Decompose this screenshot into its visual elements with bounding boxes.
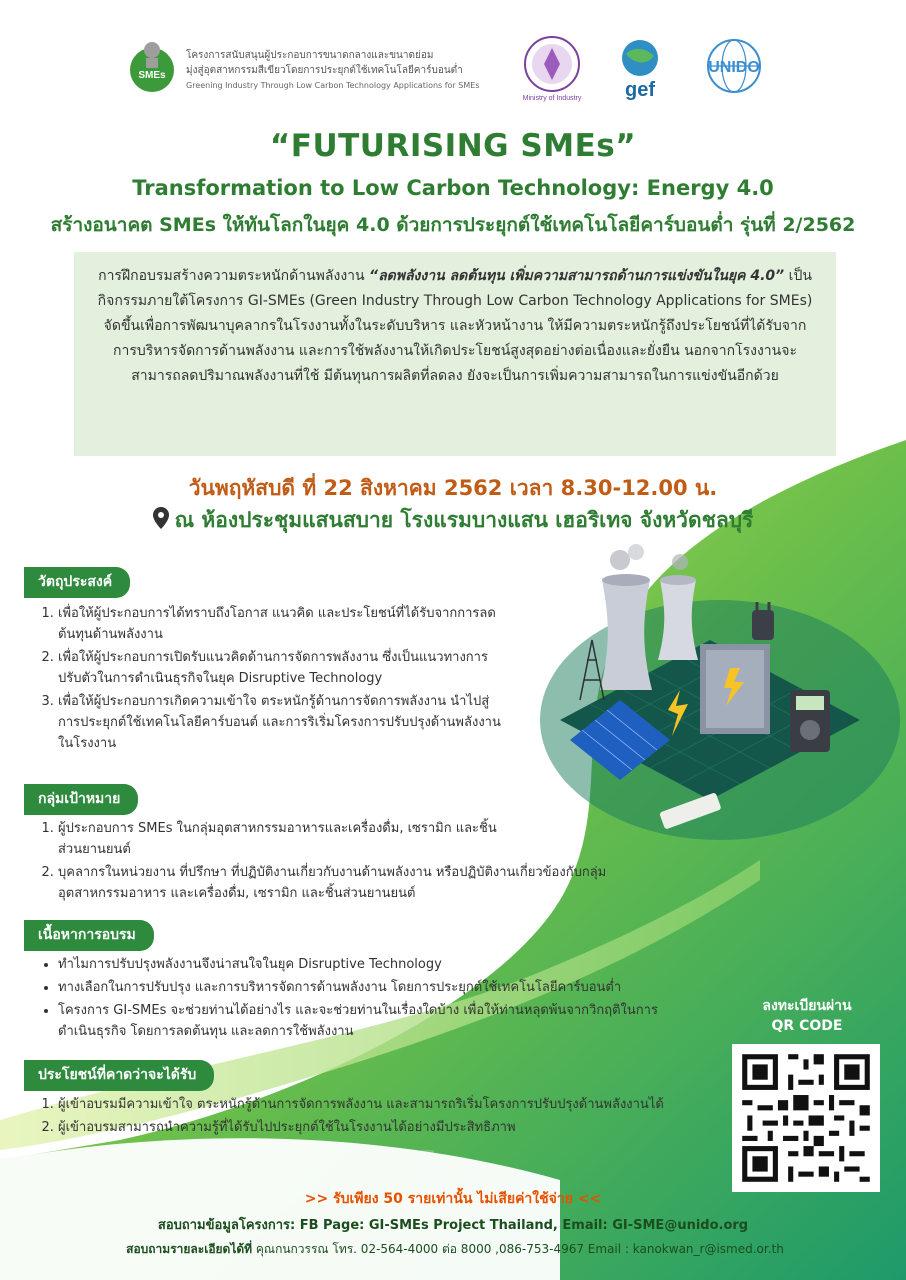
smes-logo-text: SMEs [138, 70, 166, 81]
qr-label-2: QR CODE [771, 1018, 843, 1034]
gef-logo-text: gef [625, 79, 655, 100]
list-item: 1. ผู้เข้าอบรมมีความเข้าใจ ตระหนักรู้ด้านการจัดการพลังงาน และสามารถริเริ่มโครงการปรับปรุงด้านพลังงานได้ [58, 1094, 730, 1115]
benefits-list [30, 1094, 730, 1140]
event-venue: ณ ห้องประชุมแสนสบาย โรงแรมบางแสน เฮอริเทจ จังหวัดชลบุรี [174, 508, 754, 532]
list-item: 2. บุคลากรในหน่วยงาน ที่ปรึกษา ที่ปฏิบัติงานเกี่ยวกับงานด้านพลังงาน หรือปฏิบัติงานเกี่ยวข้องกับกลุ่มอุตสาหกรรมอาหาร และเครื่องดื่ม, เซรามิก และชิ้นส่วนยานยนต์ [58, 862, 670, 904]
section-objectives [24, 567, 130, 598]
project-name-en: Greening Industry Through Low Carbon Technology Applications for SMEs [186, 81, 480, 90]
smes-logo [124, 38, 180, 94]
moi-logo-text: Ministry of Industry [522, 95, 582, 102]
registration-qr-code[interactable] [732, 1044, 880, 1192]
section-target-title: กลุ่มเป้าหมาย [24, 784, 138, 815]
unido-logo-text: UNIDO [708, 59, 760, 76]
list-item: • ทำไมการปรับปรุงพลังงานจึงน่าสนใจในยุค Disruptive Technology [58, 954, 670, 975]
subtitle-th: สร้างอนาคต SMEs ให้ทันโลกในยุค 4.0 ด้วยการประยุกต์ใช้เทคโนโลยีคาร์บอนต่ำ รุ่นที่ 2/2562 [50, 214, 856, 236]
section-objectives-title: วัตถุประสงค์ [24, 567, 130, 598]
detail-contact [20, 1240, 890, 1259]
target-list [30, 818, 670, 906]
intro-emphasis: “ลดพลังงาน ลดต้นทุน เพิ่มความสามารถด้านการแข่งขันในยุค 4.0” [369, 268, 785, 284]
intro-lead: การฝึกอบรมสร้างความตระหนักด้านพลังงาน [98, 268, 370, 284]
list-item: • โครงการ GI-SMEs จะช่วยท่านได้อย่างไร และจะช่วยท่านในเรื่องใดบ้าง เพื่อให้ท่านหลุดพ้นจากวิกฤติในการดำเนินธุรกิจ โดยการลดต้นทุน และลดการใช้พลังงาน [58, 1000, 670, 1042]
qr-code-icon [732, 1044, 880, 1192]
event-date: วันพฤหัสบดี ที่ 22 สิงหาคม 2562 เวลา 8.30-12.00 น. [188, 476, 718, 500]
intro-box [74, 252, 836, 456]
detail-contact-label: สอบถามรายละเอียดได้ที่ [126, 1242, 253, 1256]
intro-body: เป็นกิจกรรมภายใต้โครงการ GI-SMEs (Green Industry Through Low Carbon Technology Applications for SMEs) จัดขึ้นเพื่อการพัฒนาบุคลากรในโรงงานทั้งในระดับบริหาร และหัวหน้างาน ให้มีความตระหนักรู้ถึงประโยชน์ที่ได้รับจากการบริหารจัดการด้านพลังงาน และการใช้พลังงานให้เกิดประโยชน์สูงสุดอย่างต่อเนื่องและยั่งยืน นอกจากโรงงานจะสามารถลดปริมาณพลังงานที่ใช้ มีต้นทุนการผลิตที่ลดลง ยังจะเป็นการเพิ่มความสามารถในการแข่งขันอีกด้วย [97, 268, 813, 384]
section-content [24, 920, 154, 951]
page-title: “FUTURISING SMEs” [269, 128, 637, 164]
qr-label [744, 996, 870, 1036]
content-list [30, 954, 670, 1044]
list-item: 2. เพื่อให้ผู้ประกอบการเปิดรับแนวคิดด้านการจัดการพลังงาน ซึ่งเป็นแนวทางการปรับตัวในการดำเนินธุรกิจในยุค Disruptive Technology [58, 647, 502, 689]
list-item: 1. เพื่อให้ผู้ประกอบการได้ทราบถึงโอกาส แนวคิด และประโยชน์ที่ได้รับจากการลดต้นทุนด้านพลังงาน [58, 603, 502, 645]
section-content-title: เนื้อหาการอบรม [24, 920, 154, 951]
objectives-list [30, 603, 502, 756]
section-benefits [24, 1060, 214, 1091]
ministry-of-industry-logo [520, 34, 584, 104]
list-item: 1. ผู้ประกอบการ SMEs ในกลุ่มอุตสาหกรรมอาหารและเครื่องดื่ม, เซรามิก และชิ้นส่วนยานยนต์ [58, 818, 498, 860]
section-benefits-title: ประโยชน์ที่คาดว่าจะได้รับ [24, 1060, 214, 1091]
list-item: 2. ผู้เข้าอบรมสามารถนำความรู้ที่ได้รับไปประยุกต์ใช้ในโรงงานได้อย่างมีประสิทธิภาพ [58, 1117, 730, 1138]
section-target [24, 784, 138, 815]
subtitle-en: Transformation to Low Carbon Technology: Energy 4.0 [132, 176, 774, 200]
gef-logo [608, 36, 672, 100]
location-pin-icon [153, 507, 169, 529]
qr-label-1: ลงทะเบียนผ่าน [762, 998, 852, 1014]
project-contact: สอบถามข้อมูลโครงการ: FB Page: GI-SMEs Project Thailand, Email: GI-SME@unido.org [157, 1218, 749, 1233]
energy-illustration [540, 540, 880, 840]
detail-contact-value: คุณกนกวรรณ โทร. 02-564-4000 ต่อ 8000 ,086-753-4967 Email : kanokwan_r@ismed.or.th [252, 1242, 784, 1256]
seat-limit-notice: >> รับเพียง 50 รายเท่านั้น ไม่เสียค่าใช้จ่าย << [304, 1191, 602, 1207]
unido-logo [696, 36, 772, 100]
event-venue-row [0, 504, 906, 537]
project-name-th-2: มุ่งสู่อุตสาหกรรมสีเขียวโดยการประยุกต์ใช้เทคโนโลยีคาร์บอนต่ำ [186, 65, 463, 76]
project-header [186, 48, 486, 93]
list-item: 3. เพื่อให้ผู้ประกอบการเกิดความเข้าใจ ตระหนักรู้ด้านการจัดการพลังงาน นำไปสู่การประยุกต์ใช้เทคโนโลยีคาร์บอนต์ และการริเริ่มโครงการปรับปรุงด้านพลังงานในโรงงาน [58, 691, 502, 754]
list-item: • ทางเลือกในการปรับปรุง และการบริหารจัดการด้านพลังงาน โดยการประยุกต์ใช้เทคโนโลยีคาร์บอนต่ำ [58, 977, 670, 998]
project-name-th-1: โครงการสนับสนุนผู้ประกอบการขนาดกลางและขนาดย่อม [186, 50, 434, 61]
